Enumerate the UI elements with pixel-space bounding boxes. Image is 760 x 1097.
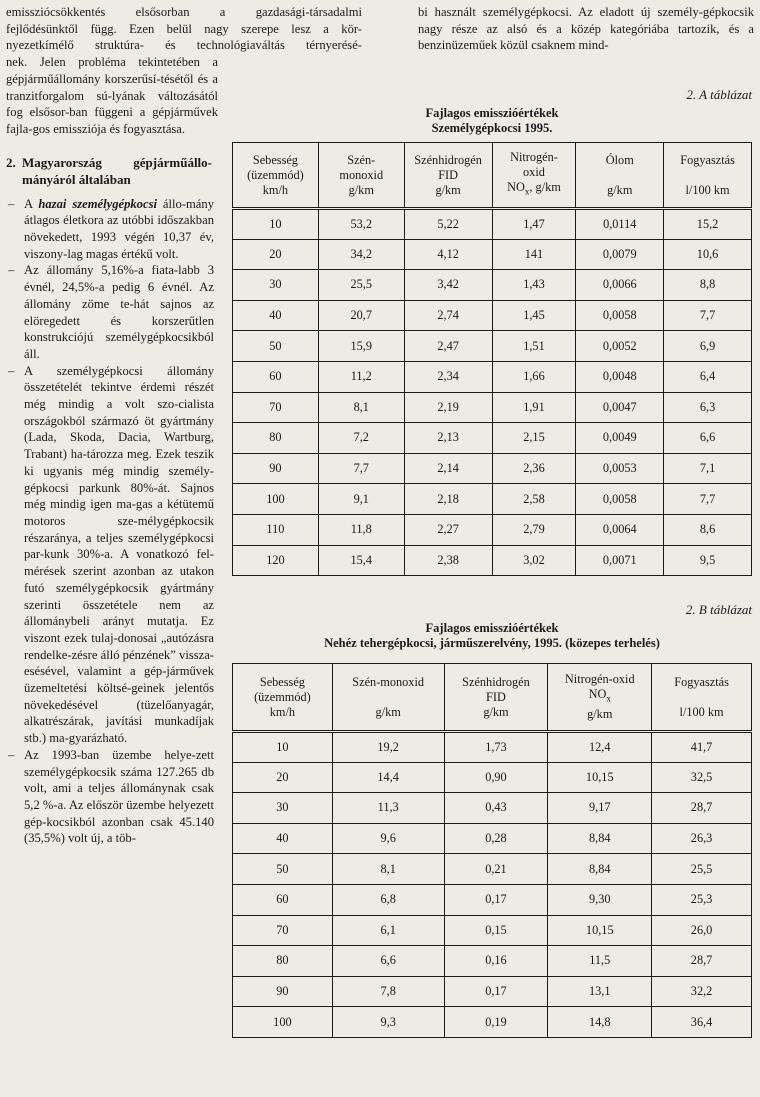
header-text: Nitrogén-oxid [564, 672, 635, 687]
header-text: l/100 km [679, 704, 724, 719]
table-cell: 1,45 [492, 300, 576, 331]
table-cell: 0,0079 [576, 239, 664, 270]
table-cell: 9,5 [664, 545, 752, 576]
table-cell: 0,17 [444, 976, 548, 1007]
table-cell: 8,84 [548, 854, 652, 885]
nox-subscript: x [524, 186, 530, 197]
table-cell: 34,2 [318, 239, 404, 270]
table-cell: 6,6 [664, 423, 752, 454]
table-cell: 1,66 [492, 361, 576, 392]
header-text: oxid [523, 165, 545, 180]
table-b-header-hc [444, 664, 548, 732]
nox-symbol: NO [588, 687, 607, 702]
table-cell: 0,0066 [576, 270, 664, 301]
header-text [548, 687, 651, 706]
table-cell: 5,22 [404, 209, 492, 240]
table-cell: 50 [233, 854, 333, 885]
table-cell: 0,0049 [576, 423, 664, 454]
header-text: g/km [375, 704, 401, 719]
table-cell: 2,34 [404, 361, 492, 392]
table-cell: 2,14 [404, 453, 492, 484]
table-cell: 100 [233, 1007, 333, 1038]
table-row [233, 392, 752, 423]
header-text: Sebesség [252, 152, 298, 167]
table-cell: 0,0053 [576, 453, 664, 484]
table-cell: 8,8 [664, 270, 752, 301]
table-cell: 36,4 [652, 1007, 752, 1038]
table-cell: 1,43 [492, 270, 576, 301]
table-cell: 6,9 [664, 331, 752, 362]
header-text: Sebesség [259, 674, 305, 689]
table-cell: 0,0058 [576, 484, 664, 515]
table-cell: 14,4 [332, 762, 444, 793]
table-row [233, 915, 752, 946]
table-row [233, 270, 752, 301]
table-cell: 6,6 [332, 946, 444, 977]
header-text: Szénhidrogén [414, 152, 482, 167]
table-cell: 2,36 [492, 453, 576, 484]
table-cell: 9,30 [548, 884, 652, 915]
table-cell: 60 [233, 361, 319, 392]
table-cell: 2,79 [492, 514, 576, 545]
table-cell: 9,1 [318, 484, 404, 515]
table-cell: 4,12 [404, 239, 492, 270]
header-text: g/km [607, 182, 633, 197]
table-row [233, 1007, 752, 1038]
table-cell: 1,47 [492, 209, 576, 240]
table-cell: 28,7 [652, 793, 752, 824]
table-b [232, 663, 752, 1038]
section-number: 2. [6, 154, 16, 170]
table-b-header-consumption [652, 664, 752, 732]
table-cell: 11,3 [332, 793, 444, 824]
table-cell: 0,28 [444, 823, 548, 854]
table-cell: 26,3 [652, 823, 752, 854]
header-text: km/h [262, 182, 289, 197]
header-text: g/km [587, 706, 613, 721]
table-a-header-consumption [664, 143, 752, 209]
intro-line-2: fejlődésünktől függ. Ezen belül nagy szerepe lesz a kör- [6, 21, 362, 36]
table-cell: 6,3 [664, 392, 752, 423]
table-cell: 41,7 [652, 732, 752, 763]
table-cell: 3,42 [404, 270, 492, 301]
table-cell: 7,7 [318, 453, 404, 484]
table-cell: 8,84 [548, 823, 652, 854]
table-cell: 7,2 [318, 423, 404, 454]
table-b-caption-line-2: Nehéz tehergépkocsi, járműszerelvény, 1995. (közepes terhelés) [324, 636, 660, 650]
table-cell: 110 [233, 514, 319, 545]
header-text: Nitrogén- [510, 150, 558, 165]
table-cell: 25,3 [652, 884, 752, 915]
table-cell: 0,19 [444, 1007, 548, 1038]
header-text: (üzemmód) [247, 167, 304, 182]
table-row [233, 239, 752, 270]
table-a-caption [232, 106, 752, 136]
bullet-1-prefix: A [24, 196, 39, 211]
table-cell: 2,47 [404, 331, 492, 362]
list-item: – Az állomány 5,16%-a fiata-labb 3 évnél, 24,5%-a pedig 6 évnél. Az állomány zöme te-hát sajnos az elöregedett és korszerűtlen konstrukciójú személygépkocsikból áll. [6, 262, 214, 362]
nox-subscript: x [606, 693, 611, 704]
table-b-body [233, 732, 752, 1038]
table-cell: 30 [233, 793, 333, 824]
table-row [233, 732, 752, 763]
table-row [233, 823, 752, 854]
table-row [233, 884, 752, 915]
table-cell: 2,18 [404, 484, 492, 515]
table-a-caption-line-1: Fajlagos emisszióértékek [425, 106, 559, 120]
table-cell: 2,15 [492, 423, 576, 454]
header-text [493, 180, 576, 199]
table-cell: 0,43 [444, 793, 548, 824]
section-heading [6, 154, 214, 188]
intro-paragraph: nek. Jelen probléma tekintetében a gépjárműállomány korszerűsí-tésétől és a tranzitforgalom sú-lyának változásától fog elsősor-ban függeni a gépjárművek fajla-gos emissziója és fogyasztása. [6, 55, 218, 136]
table-cell: 6,8 [332, 884, 444, 915]
table-b-caption [232, 621, 752, 651]
table-cell: 40 [233, 300, 319, 331]
table-cell: 2,27 [404, 514, 492, 545]
table-cell: 100 [233, 484, 319, 515]
table-cell: 0,0048 [576, 361, 664, 392]
table-cell: 30 [233, 270, 319, 301]
table-cell: 0,0064 [576, 514, 664, 545]
table-cell: 6,4 [664, 361, 752, 392]
table-a-caption-line-2: Személygépkocsi 1995. [431, 121, 553, 135]
header-text: Fogyasztás [680, 152, 735, 167]
table-cell: 14,8 [548, 1007, 652, 1038]
table-cell: 3,02 [492, 545, 576, 576]
table-cell: 10,15 [548, 915, 652, 946]
table-cell: 53,2 [318, 209, 404, 240]
table-cell: 80 [233, 946, 333, 977]
table-cell: 9,3 [332, 1007, 444, 1038]
table-cell: 28,7 [652, 946, 752, 977]
intro-line-1: emissziócsökkentés elsősorban a gazdasági-társadalmi [6, 5, 362, 19]
header-text: l/100 km [685, 182, 730, 197]
table-row [233, 423, 752, 454]
table-cell: 20 [233, 762, 333, 793]
table-cell: 7,7 [664, 484, 752, 515]
table-row [233, 331, 752, 362]
table-cell: 32,2 [652, 976, 752, 1007]
intro-line-3: nyezetkímélő struktúra- és technológiaváltás térnyerésé- [6, 38, 362, 53]
list-item: – A személygépkocsi állomány összetételét tekintve érdemi részét még mindig a volt szo-cialista országokból származó öt gyártmány (Lada, Skoda, Dacia, Wartburg, Trabant) ha-tározza meg. Ezek teszik ki ugyanis még mindig személy-gépkocsi parkunk 80%-át. Sajnos még mindig igen ma-gas a kétütemű motoros sze-mélygépkocsik részaránya, a teljes személygépkocsi par-kunk 30%-a. A vonatkozó fel-mérések szerint azonban az utakon futó személygépkocsik gyártmány szerinti összetétele nem az állománybeli arányt mutatja. Ez viszont ezek tulaj-donosai „autózásra rendelke-zésre álló pénzének” vissza-esésével, valamint a gép-járművek üzemeltetési költsé-geinek jelentős növekedésével (tüzelőanyagár, alkatrészárak, javítási munkadíjak stb.) ma-gyarázható. [6, 363, 214, 747]
table-a-header-speed [233, 143, 319, 209]
table-row [233, 209, 752, 240]
table-cell: 70 [233, 392, 319, 423]
header-text: g/km [348, 182, 374, 197]
table-cell: 50 [233, 331, 319, 362]
table-cell: 0,0114 [576, 209, 664, 240]
header-text: Szénhidrogén [462, 674, 530, 689]
table-cell: 7,1 [664, 453, 752, 484]
table-cell: 7,7 [664, 300, 752, 331]
table-a [232, 142, 752, 576]
table-row [233, 361, 752, 392]
table-cell: 10 [233, 732, 333, 763]
header-text: km/h [269, 704, 296, 719]
header-text: FID [486, 689, 506, 704]
table-cell: 7,8 [332, 976, 444, 1007]
table-cell: 0,16 [444, 946, 548, 977]
table-cell: 25,5 [652, 854, 752, 885]
table-b-header-nox [548, 664, 652, 732]
table-cell: 0,0071 [576, 545, 664, 576]
table-cell: 15,4 [318, 545, 404, 576]
table-a-header-co [318, 143, 404, 209]
header-text: g/km [483, 704, 509, 719]
bullet-1-text: állo-mány átlagos életkora az utóbbi időszakban növekedett, 1993 végén 10,37 év, viszony-lag magas értékű volt. [24, 196, 214, 261]
table-row [233, 946, 752, 977]
table-cell: 20,7 [318, 300, 404, 331]
bullet-list [6, 196, 214, 847]
right-column-text: bi használt személygépkocsi. Az eladott új személy-gépkocsik nagy része az alsó és a közép kategóriába tartozik, és a benzinüzeműek közül csaknem mind- [418, 5, 754, 52]
table-row [233, 976, 752, 1007]
table-cell: 141 [492, 239, 576, 270]
table-row [233, 854, 752, 885]
section-title: Magyarország gépjárműállo-mányáról általában [22, 154, 212, 187]
table-cell: 13,1 [548, 976, 652, 1007]
table-b-header-speed [233, 664, 333, 732]
header-text: FID [438, 167, 459, 182]
nox-unit: , g/km [529, 180, 561, 195]
table-cell: 2,19 [404, 392, 492, 423]
table-cell: 2,58 [492, 484, 576, 515]
table-cell: 0,17 [444, 884, 548, 915]
table-cell: 0,15 [444, 915, 548, 946]
table-cell: 8,1 [318, 392, 404, 423]
table-cell: 15,9 [318, 331, 404, 362]
table-a-header-hc [404, 143, 492, 209]
table-cell: 32,5 [652, 762, 752, 793]
table-a-header-nox [492, 143, 576, 209]
table-cell: 0,0047 [576, 392, 664, 423]
table-cell: 2,74 [404, 300, 492, 331]
table-row [233, 514, 752, 545]
table-cell: 0,21 [444, 854, 548, 885]
header-text: Szén-monoxid [352, 674, 425, 689]
table-cell: 9,6 [332, 823, 444, 854]
table-cell: 0,0052 [576, 331, 664, 362]
table-row [233, 762, 752, 793]
table-b-header-co [332, 664, 444, 732]
table-b-caption-line-1: Fajlagos emisszióértékek [425, 621, 559, 635]
table-cell: 25,5 [318, 270, 404, 301]
header-text: Ólom [605, 152, 634, 167]
table-cell: 70 [233, 915, 333, 946]
header-text: monoxid [339, 167, 384, 182]
table-cell: 60 [233, 884, 333, 915]
table-cell: 90 [233, 976, 333, 1007]
table-cell: 19,2 [332, 732, 444, 763]
table-cell: 1,51 [492, 331, 576, 362]
table-b-label: 2. B táblázat [685, 602, 752, 617]
table-a-body [233, 209, 752, 576]
table-cell: 90 [233, 453, 319, 484]
table-cell: 2,38 [404, 545, 492, 576]
table-cell: 1,73 [444, 732, 548, 763]
table-cell: 8,6 [664, 514, 752, 545]
table-cell: 11,2 [318, 361, 404, 392]
table-cell: 10 [233, 209, 319, 240]
table-cell: 20 [233, 239, 319, 270]
header-text: g/km [435, 182, 461, 197]
table-cell: 11,5 [548, 946, 652, 977]
table-row [233, 300, 752, 331]
list-item: – Az 1993-ban üzembe helye-zett személygépkocsik száma 127.265 db volt, ami a teljes állománynak csak 5,2 %-a. Az először üzembe helyezett gép-kocsikból azonban csak 45.140 (35,5%) volt új, a töb- [6, 747, 214, 847]
table-cell: 15,2 [664, 209, 752, 240]
header-text: (üzemmód) [254, 689, 311, 704]
table-cell: 8,1 [332, 854, 444, 885]
table-cell: 2,13 [404, 423, 492, 454]
bullet-1-emphasis: hazai személygépkocsi [38, 196, 157, 211]
table-a-label: 2. A táblázat [686, 87, 752, 102]
header-text: Fogyasztás [674, 674, 729, 689]
table-cell: 80 [233, 423, 319, 454]
table-cell: 10,15 [548, 762, 652, 793]
table-cell: 12,4 [548, 732, 652, 763]
table-cell: 9,17 [548, 793, 652, 824]
table-row [233, 793, 752, 824]
list-item [6, 196, 214, 263]
table-row [233, 453, 752, 484]
table-row [233, 545, 752, 576]
table-row [233, 484, 752, 515]
table-cell: 0,90 [444, 762, 548, 793]
table-cell: 1,91 [492, 392, 576, 423]
table-cell: 6,1 [332, 915, 444, 946]
table-cell: 11,8 [318, 514, 404, 545]
nox-symbol: NO [507, 180, 525, 195]
table-cell: 26,0 [652, 915, 752, 946]
header-text: Szén- [347, 152, 376, 167]
table-cell: 120 [233, 545, 319, 576]
table-cell: 10,6 [664, 239, 752, 270]
table-a-header-lead [576, 143, 664, 209]
table-cell: 40 [233, 823, 333, 854]
table-cell: 0,0058 [576, 300, 664, 331]
